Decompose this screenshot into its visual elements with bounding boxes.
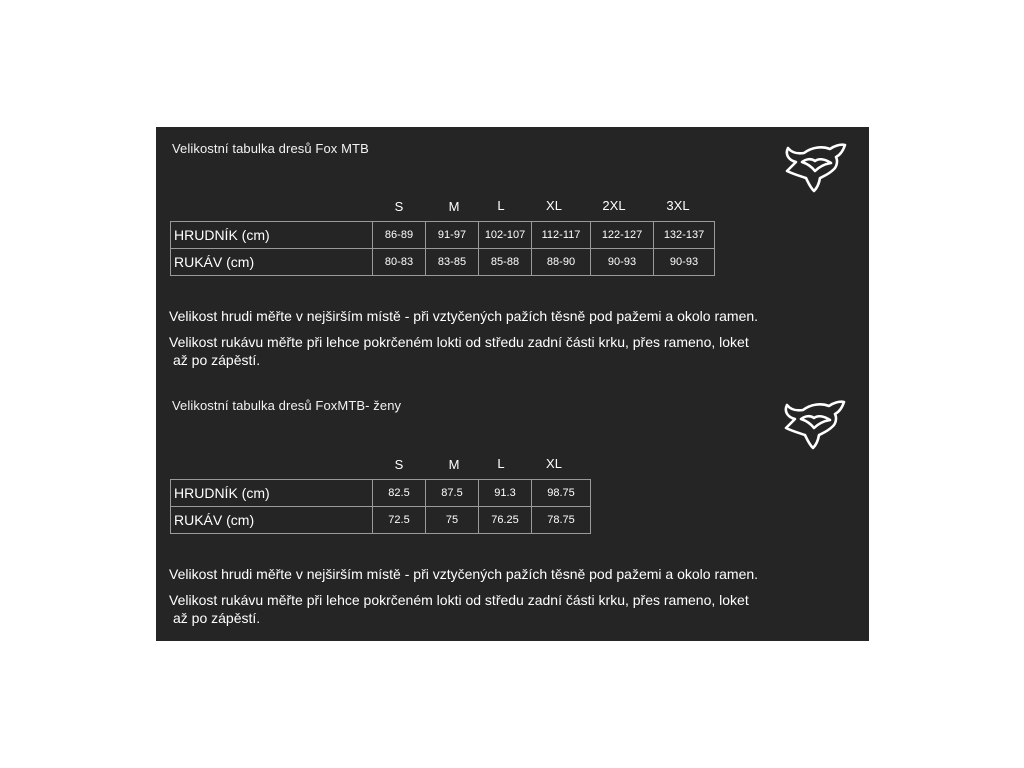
size-header: S — [394, 199, 404, 214]
table-cell: 76.25 — [479, 507, 532, 534]
size-header: S — [394, 457, 404, 472]
table-cell: 102-107 — [479, 222, 532, 249]
size-header: 2XL — [602, 198, 626, 213]
table-cell: 72.5 — [373, 507, 426, 534]
row-label: RUKÁV (cm) — [171, 507, 373, 534]
table-cell: 87.5 — [426, 480, 479, 507]
table-row — [171, 249, 715, 276]
table-cell: 98.75 — [532, 480, 591, 507]
table-cell: 82.5 — [373, 480, 426, 507]
table-cell: 83-85 — [426, 249, 479, 276]
table-cell: 122-127 — [591, 222, 654, 249]
table-cell: 132-137 — [654, 222, 715, 249]
table-cell: 112-117 — [532, 222, 591, 249]
size-header: XL — [546, 456, 562, 471]
table-cell: 85-88 — [479, 249, 532, 276]
women-size-table — [170, 479, 591, 534]
fox-head-icon — [781, 397, 847, 451]
chest-measure-note: Velikost hrudi měřte v nejširším místě - při vztyčených pažích těsně pod pažemi a okolo ramen. — [169, 566, 759, 582]
table-cell: 91-97 — [426, 222, 479, 249]
table-cell: 91.3 — [479, 480, 532, 507]
size-chart-panel — [156, 127, 869, 641]
table-cell: 86-89 — [373, 222, 426, 249]
sleeve-note-line2: až po zápěstí. — [173, 352, 261, 368]
table-row — [171, 222, 715, 249]
table-cell: 75 — [426, 507, 479, 534]
size-header: 3XL — [666, 198, 690, 213]
men-size-table — [170, 221, 715, 276]
size-header: L — [497, 456, 505, 471]
sleeve-note-line2: až po zápěstí. — [173, 610, 261, 626]
table-cell: 88-90 — [532, 249, 591, 276]
chest-measure-note: Velikost hrudi měřte v nejširším místě - při vztyčených pažích těsně pod pažemi a okolo ramen. — [169, 308, 759, 324]
table-cell: 80-83 — [373, 249, 426, 276]
size-header: M — [448, 457, 460, 472]
sleeve-measure-note — [169, 591, 829, 627]
size-header: M — [448, 199, 460, 214]
table-cell: 90-93 — [654, 249, 715, 276]
size-header: XL — [546, 198, 562, 213]
fox-head-icon — [782, 140, 848, 194]
row-label: HRUDNÍK (cm) — [171, 480, 373, 507]
sleeve-note-line1: Velikost rukávu měřte při lehce pokrčeném lokti od středu zadní části krku, přes rameno, loket — [169, 592, 749, 608]
size-header: L — [497, 198, 505, 213]
men-size-chart-title: Velikostní tabulka dresů Fox MTB — [172, 141, 369, 156]
table-row — [171, 480, 591, 507]
table-row — [171, 507, 591, 534]
table-cell: 90-93 — [591, 249, 654, 276]
row-label: HRUDNÍK (cm) — [171, 222, 373, 249]
row-label: RUKÁV (cm) — [171, 249, 373, 276]
table-cell: 78.75 — [532, 507, 591, 534]
women-size-chart-title: Velikostní tabulka dresů FoxMTB- ženy — [172, 398, 402, 413]
sleeve-measure-note — [169, 333, 829, 369]
sleeve-note-line1: Velikost rukávu měřte při lehce pokrčeném lokti od středu zadní části krku, přes rameno, loket — [169, 334, 749, 350]
